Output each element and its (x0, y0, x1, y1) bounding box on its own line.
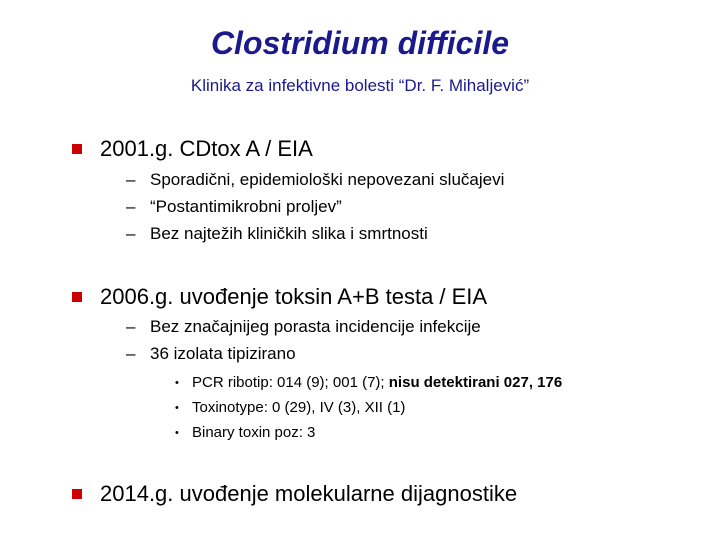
sub-list-item-text: Toxinotype: 0 (29), IV (3), XII (1) (192, 399, 406, 416)
sub-list-item-plain: PCR ribotip: 014 (9); 001 (7); (192, 374, 389, 391)
sub-list-item-text: Binary toxin poz: 3 (192, 424, 316, 441)
dash-bullet-icon: – (126, 170, 136, 189)
dash-bullet-icon: – (126, 344, 136, 363)
sub-list-item-bold: nisu detektirani 027, 176 (388, 374, 563, 391)
section-heading-text: 2014.g. uvođenje molekularne dijagnostike (100, 481, 518, 506)
square-bullet-icon (72, 489, 82, 499)
dot-bullet-icon: • (175, 377, 179, 389)
list-item-text: 36 izolata tipizirano (150, 344, 296, 363)
list-item-text: “Postantimikrobni proljev” (150, 197, 342, 216)
section-heading-text: 2006.g. uvođenje toksin A+B testa / EIA (100, 284, 488, 309)
dash-bullet-icon: – (126, 317, 136, 336)
slide-title: Clostridium difficile (210, 25, 510, 61)
slide-subtitle: Klinika za infektivne bolesti “Dr. F. Mihaljević” (190, 76, 530, 95)
list-item-text: Sporadični, epidemiološki nepovezani slučajevi (150, 170, 505, 189)
dash-bullet-icon: – (126, 197, 136, 216)
dash-bullet-icon: – (126, 224, 136, 243)
section-heading-text: 2001.g. CDtox A / EIA (100, 136, 313, 161)
square-bullet-icon (72, 144, 82, 154)
list-item-text: Bez značajnijeg porasta incidencije infekcije (150, 317, 481, 336)
dot-bullet-icon: • (175, 402, 179, 414)
square-bullet-icon (72, 292, 82, 302)
sub-list-item-text (192, 374, 562, 392)
list-item-text: Bez najtežih kliničkih slika i smrtnosti (150, 224, 428, 243)
dot-bullet-icon: • (175, 427, 179, 439)
